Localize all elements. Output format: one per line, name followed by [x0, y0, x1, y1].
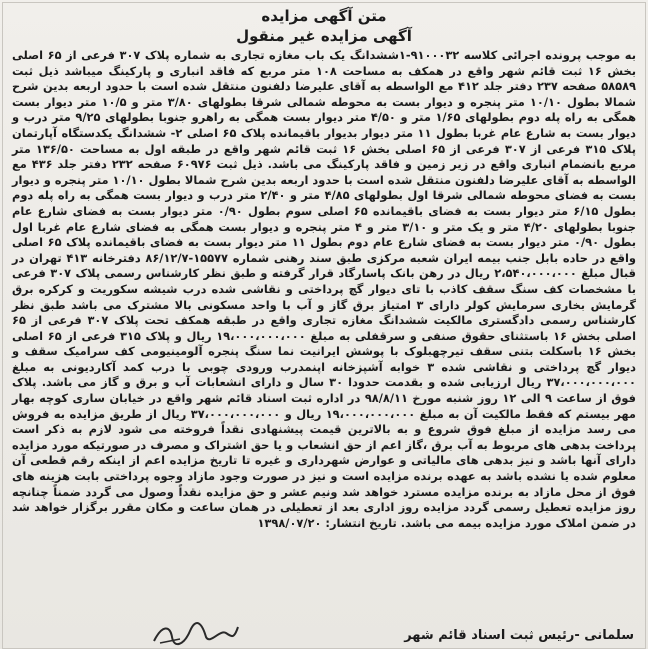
notice-header	[6, 6, 642, 46]
notice-body	[6, 48, 642, 531]
notice-subtitle: آگهی مزایده غیر منقول	[236, 27, 412, 45]
handwritten-signature-icon	[150, 619, 240, 647]
notice-title: متن آگهی مزایده	[261, 7, 387, 25]
notice-paragraph: به موجب پرونده اجرائی کلاسه ۹۱۰۰۰۳۲-۱ششدانگ یک باب مغازه تجاری به شماره پلاک ۳۰۷ فرعی از ۶۵ اصلی بخش ۱۶ ثبت قائم شهر واقع در همکف به مساحت ۱۰۸ متر مربع که فاقد انباری و پارکینگ میباشد ذیل ثبت ۵۸۵۸۹ صفحه ۲۳۷ دفتر جلد ۴۱۲ مع الواسطه به آقای علیرضا دلفنون منتقل شده است با حدود اربعه بدین شرح شمالا بطول ۱۰/۱۰ متر پنجره و دیوار بست به محوطه شمالی شرقا بطولهای ۳/۸۰ متر و ۱۰/۵ متر دیوار بست همگی به راه پله دوم بطولهای ۱/۶۵ متر و ۴/۵۰ متر دیوار بست همگی به راهرو جنوبا بطولهای ۹/۲۵ متر درب و دیوار بست به شارع عام غربا بطول ۱۱ متر دیوار بدیوار باقیمانده پلاک ۶۵ اصلی ۲- ششدانگ یکدستگاه آپارتمان پلاک ۳۱۵ فرعی از ۳۰۷ فرعی از ۶۵ اصلی بخش ۱۶ ثبت قائم شهر واقع در طبقه اول به مساحت ۱۳۶/۵۰ متر مربع بانضمام انباری واقع در زیر زمین و فاقد پارکینگ می باشد. ذیل ثبت ۶۰۹۷۶ صفحه ۲۳۲ دفتر جلد ۴۳۶ مع الواسطه به آقای علیرضا دلفنون منتقل شده است با حدود اربعه بدین شرح شمالا بطول ۱۰/۱۰ متر پنجره و دیوار بست به فضای محوطه شمالی شرقا اول بطولهای ۴/۸۵ متر و ۲/۴۰ متر درب و دیوار بست همگی به راه پله دوم بطول ۶/۱۵ متر دیوار بست به فضای باقیمانده ۶۵ اصلی سوم بطول ۰/۹۰ متر دیوار بست به فضای شارع عام جنوبا بطولهای ۴/۲۰ متر و یک متر و ۳/۱۰ متر و ۴ متر پنجره و دیوار بست همگی به فضای شارع عام غربا اول بطول ۰/۹۰ متر دیوار بست به فضای شارع عام دوم بطول ۱۱ متر دیوار بست به فضای باقیمانده پلاک ۶۵ اصلی واقع در حاده بابل جنب بیمه ایران شعبه مرکزی طبق سند رهنی شماره ۱۵۵۷۷-۸۶/۱۲/۷ دفترخانه ۴۱۳ تهران در قبال مبلغ ۲،۵۴۰،۰۰۰،۰۰۰ ریال در رهن بانک پاسارگاد قرار گرفته و طبق نظر کارشناس رسمی پلاک ۳۰۷ فرعی با مشخصات کف سنگ سقف کاذب با تای دیوار گچ پرداختی و نقاشی شده درب شیشه سکوریت و کرکره برق گرمایش بخاری سرمایش کولر دارای ۳ امتیاز برق گاز و آب با واحد مسکونی بالا مشترک می باشد طبق نظر کارشناس رسمی دادگستری مالکیت ششدانگ مغازه تجاری واقع در طبقه همکف تحت پلاک ۳۰۷ فرعی از ۶۵ اصلی بخش ۱۶ باستثنای حقوق صنفی و سرقفلی به مبلغ ۱۹،۰۰۰،۰۰۰،۰۰۰ ریال و پلاک ۳۱۵ فرعی از ۶۵ اصلی بخش ۱۶ باسکلت بتنی سقف تیرچهبلوک با پوشش ایرانیت نما سنگ پنجره آلومینیومی کف سرامیک سقف و دیوار گچ پرداختی و نقاشی شده ۳ خوابه آشپزخانه اپنمدرب ورودی چوبی با درب کمد آکاردیونی به مبلغ ۳۷،۰۰۰،۰۰۰،۰۰۰ ریال ارزیابی شده و بقدمت حدودا ۳۰ سال و دارای انشعابات آب و برق و گاز می باشد. پلاک فوق از ساعت ۹ الی ۱۲ روز شنبه مورخ ۹۸/۸/۱۱ در اداره ثبت اسناد قائم شهر واقع در خیابان ساری کوچه بهار مهر بیستم که فقط مالکیت آن به مبلغ ۱۹،۰۰۰،۰۰۰،۰۰۰ ریال و ۳۷،۰۰۰،۰۰۰،۰۰۰ ریال از طریق مزایده به فروش می رسد مزایده از مبلغ فوق شروع و به بالاترین قیمت پیشنهادی نقداً فروخته می شود لازم به ذکر است پرداخت بدهی های مربوط به آب برق ،گاز اعم از حق انشعاب و یا حق اشتراک و مصرف در صورتیکه مورد مزایده دارای آنها باشد و نیز بدهی های مالیاتی و عوارض شهرداری و غیره تا تاریخ مزایده اعم از اینکه رقم قطعی آن معلوم شده یا نشده باشد به عهده برنده مزایده است و نیز در صورت وجود مازاد وجوه پرداختی بابت هزینه های فوق از محل مازاد به برنده مزایده مسترد خواهد شد ونیم عشر و حق مزایده نقداً وصول می گردد ضمناً چنانچه روز مزایده تعطیل رسمی گردد مزایده روز اداری بعد از تعطیلی در همان ساعت و مکان مقرر برگزار خواهد شد در ضمن املاک مورد مزایده بیمه می باشد. تاریخ انتشار: ۱۳۹۸/۰۷/۲۰	[12, 48, 637, 530]
signature-line: سلمانی -رئیس ثبت اسناد قائم شهر	[404, 628, 634, 643]
notice-footer	[0, 619, 648, 649]
